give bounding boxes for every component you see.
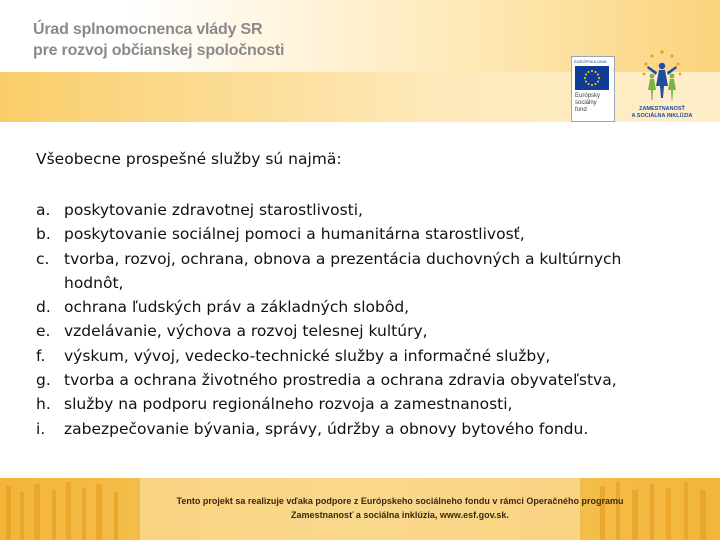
list-item-text: zabezpečovanie bývania, správy, údržby a obnovy bytového fondu. — [64, 419, 589, 438]
list-item-marker: i. — [36, 419, 46, 438]
list-item-marker: f. — [36, 346, 46, 365]
list-item-text: vzdelávanie, výchova a rozvoj telesnej kultúry, — [64, 322, 428, 341]
list-item-marker: h. — [36, 395, 51, 414]
list-item-text: poskytovanie sociálnej pomoci a humanitárna starostlivosť, — [64, 225, 525, 244]
header-banner — [0, 0, 720, 122]
list-item — [36, 222, 676, 246]
esf-logo-top-label: EURÓPSKA ÚNIA — [574, 59, 607, 64]
list-item-text: tvorba, rozvoj, ochrana, obnova a prezentácia duchovných a kultúrnych hodnôt, — [64, 249, 622, 292]
list-item-marker: c. — [36, 249, 50, 268]
list-item — [36, 295, 676, 319]
footer-line2: Zamestnanosť a sociálna inklúzia, www.esf.gov.sk. — [291, 510, 509, 520]
services-list — [36, 198, 676, 441]
list-item-text: poskytovanie zdravotnej starostlivosti, — [64, 201, 363, 219]
esf-logo-text: Európsky sociálny fond — [575, 93, 601, 113]
zamestnanost-logo-text: ZAMESTNANOSŤ A SOCIÁLNA INKLÚZIA — [631, 106, 693, 119]
list-item — [36, 392, 676, 416]
esf-logo — [571, 56, 615, 122]
people-stars-icon — [628, 46, 696, 106]
zamestnanost-logo — [628, 46, 696, 122]
list-item-text: výskum, vývoj, vedecko-technické služby a informačné služby, — [64, 346, 551, 365]
list-item — [36, 247, 676, 296]
list-item — [36, 319, 676, 343]
list-item-marker: b. — [36, 225, 51, 244]
org-name-line1: Úrad splnomocnenca vlády SR — [33, 21, 263, 38]
list-item-marker: a. — [36, 201, 51, 219]
list-item-text: tvorba a ochrana životného prostredia a ochrana zdravia obyvateľstva, — [64, 371, 617, 390]
list-item — [36, 344, 676, 368]
footer-banner — [0, 478, 720, 540]
eu-flag-icon — [575, 66, 609, 90]
intro-text: Všeobecne prospešné služby sú najmä: — [36, 150, 342, 168]
footer-text — [0, 494, 720, 522]
list-item-marker: g. — [36, 371, 51, 390]
org-name-line2: pre rozvoj občianskej spoločnosti — [33, 42, 285, 59]
list-item-marker: e. — [36, 322, 51, 341]
list-item-text: ochrana ľudských práv a základných slobôd, — [64, 298, 410, 317]
list-item-text: služby na podporu regionálneho rozvoja a zamestnanosti, — [64, 395, 513, 414]
list-item — [36, 198, 676, 222]
list-item — [36, 417, 676, 441]
footer-line1: Tento projekt sa realizuje vďaka podpore z Európskeho sociálneho fondu v rámci Operačného programu — [176, 496, 624, 506]
list-item — [36, 368, 676, 392]
list-item-marker: d. — [36, 298, 51, 317]
